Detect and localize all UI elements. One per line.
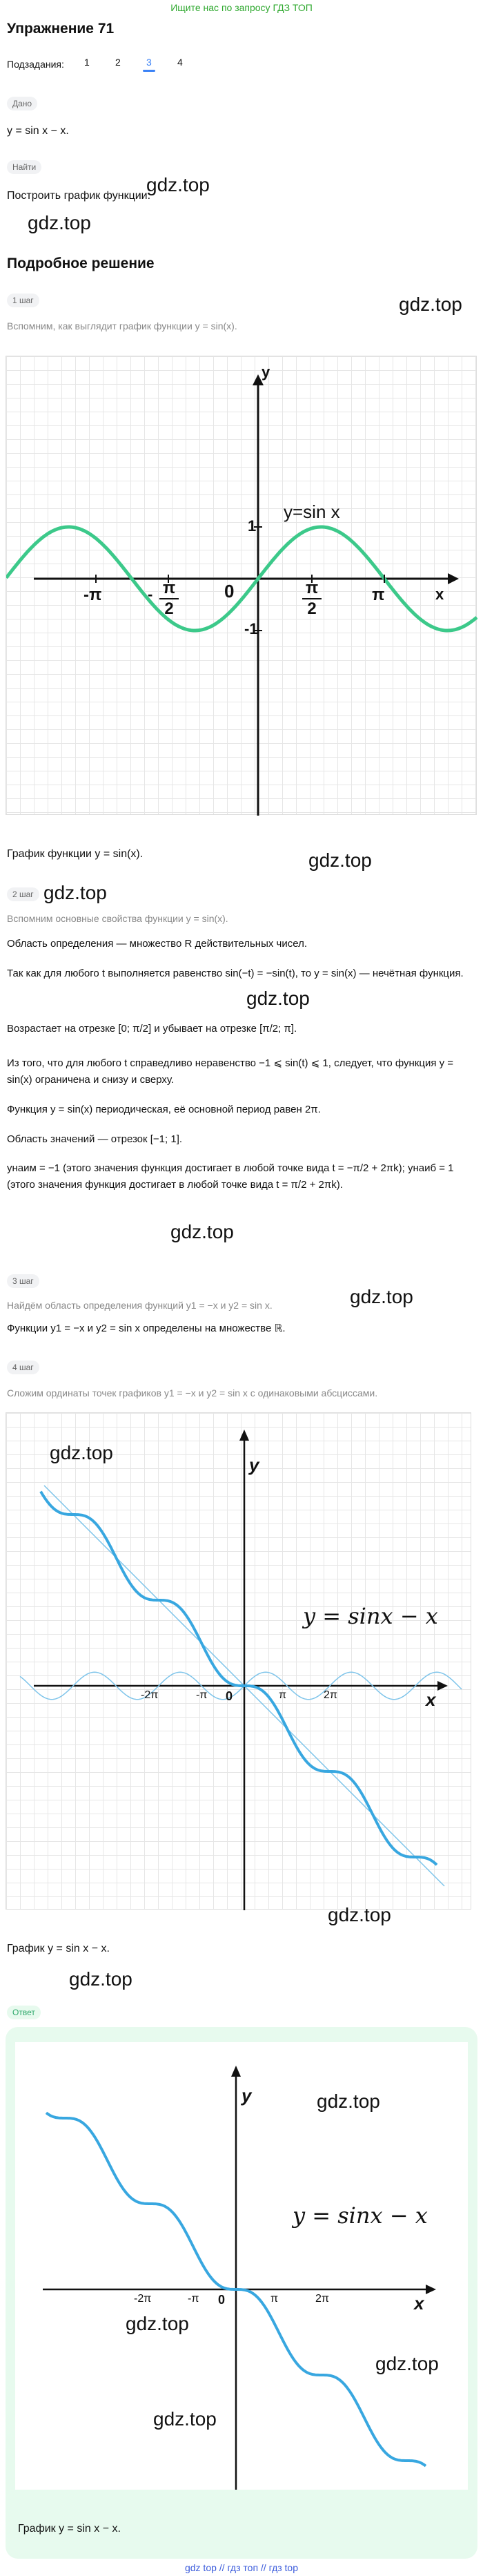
footer-links[interactable]: gdz top // гдз топ // гдз top — [184, 2562, 299, 2573]
tick-zero: 0 — [226, 1689, 233, 1703]
watermark: gdz.top — [170, 1221, 234, 1242]
answer-panel — [6, 2027, 477, 2559]
tick-neg-2pi: -2π — [141, 1689, 159, 1701]
step1-intro: Вспомним, как выглядит график функции y = sin(x). — [7, 320, 237, 331]
tick-half-den: 2 — [307, 599, 317, 618]
step4-intro: Сложим ординаты точек графиков y1 = −x и y2 = sin x с одинаковыми абсциссами. — [7, 1387, 378, 1398]
tick-neg-half-sign: - — [148, 586, 153, 603]
answer-tag: Ответ — [7, 2006, 41, 2019]
watermark: gdz.top — [399, 294, 462, 315]
step2-line: Область значений — отрезок [−1; 1]. — [7, 1133, 183, 1145]
sin-graph — [6, 356, 477, 815]
watermark: gdz.top — [317, 2090, 380, 2112]
axis-y-label: y — [241, 2085, 252, 2106]
given-tag: Дано — [7, 97, 37, 110]
step1-tag: 1 шаг — [7, 294, 39, 307]
sum-curve — [41, 1492, 437, 1865]
watermark: gdz.top — [375, 2353, 439, 2374]
subtask-2[interactable]: 2 — [115, 57, 121, 68]
tick-neg-pi: -π — [188, 2293, 199, 2305]
watermark: gdz.top — [69, 1968, 132, 1990]
subtasks-label: Подзадания: — [7, 59, 64, 70]
answer-graph — [15, 2042, 468, 2490]
top-banner[interactable]: Ищите нас по запросу ГДЗ ТОП — [170, 2, 313, 13]
step4-caption: График y = sin x − x. — [7, 1943, 110, 1954]
sin-graph-svg — [6, 356, 477, 816]
watermark: gdz.top — [126, 2313, 189, 2334]
answer-graph-svg — [15, 2042, 468, 2490]
tick-neg-2pi: -2π — [134, 2293, 152, 2305]
subtask-4[interactable]: 4 — [177, 57, 183, 68]
tick-neg-pi: -π — [196, 1689, 208, 1701]
step2-line: Так как для любого t выполняется равенство sin(−t) = −sin(t), то y = sin(x) — нечётная функция. — [7, 968, 464, 979]
tick-pi: π — [372, 586, 385, 604]
subtasks-nav — [7, 57, 204, 72]
step2-line: Возрастает на отрезке [0; π/2] и убывает на отрезке [π/2; π]. — [7, 1023, 297, 1035]
watermark: gdz.top — [28, 212, 91, 233]
given-text: y = sin x − x. — [7, 125, 69, 137]
axis-y-label: y — [249, 1454, 259, 1475]
axis-x-label: x — [426, 1689, 436, 1710]
graph-label: y = sinx − x — [303, 1603, 438, 1629]
tick-pi: π — [270, 2293, 279, 2305]
tick-2pi: 2π — [324, 1689, 337, 1701]
step4-tag: 4 шаг — [7, 1361, 39, 1374]
watermark: gdz.top — [43, 882, 107, 903]
tick-neg-pi: -π — [83, 586, 102, 604]
step2-intro: Вспомним основные свойства функции y = sin(x). — [7, 913, 228, 924]
watermark: gdz.top — [328, 1904, 391, 1925]
step1-caption: График функции y = sin(x). — [7, 848, 144, 860]
subtask-1[interactable]: 1 — [84, 57, 90, 68]
step2-line: yнаим = −1 (этого значения функция достигает в любой точке вида t = −π/2 + 2πk); yнаиб = 1 (этого значения функция достигает в любой точке вида t = π/2 + 2πk). — [7, 1162, 454, 1191]
tick-zero: 0 — [224, 581, 235, 602]
tick-neg-half-den: 2 — [164, 599, 174, 618]
step2-line: Из того, что для любого t справедливо неравенство −1 ⩽ sin(t) ⩽ 1, следует, что функция y = sin(x) ограничена и снизу и сверху. — [7, 1057, 454, 1086]
axis-y-label: y — [262, 363, 270, 381]
watermark: gdz.top — [146, 174, 210, 195]
step3-intro: Найдём область определения функций y1 = −x и y2 = sin x. — [7, 1300, 273, 1311]
graph-label: y = sinx − x — [293, 2202, 428, 2229]
step3-text: Функции y1 = −x и y2 = sin x определены на множестве ℝ. — [7, 1323, 286, 1334]
axis-x-label: x — [435, 586, 444, 603]
step2-line: Функция y = sin(x) периодическая, её основной период равен 2π. — [7, 1104, 321, 1115]
tick-neg-half-num: π — [159, 579, 179, 599]
step2-line: Область определения — множество R действительных чисел. — [7, 938, 307, 950]
step2-tag: 2 шаг — [7, 887, 39, 901]
find-text: Построить график функции. — [7, 190, 151, 202]
solution-title: Подробное решение — [7, 256, 155, 271]
subtask-3[interactable]: 3 — [141, 57, 157, 72]
tick-pi: π — [279, 1689, 287, 1701]
tick-neg-one: -1 — [244, 620, 258, 637]
answer-caption: График y = sin x − x. — [18, 2523, 121, 2535]
tick-one: 1 — [248, 517, 257, 535]
watermark: gdz.top — [50, 1442, 113, 1463]
graph-label: y=sin x — [284, 501, 340, 522]
tick-half-num: π — [302, 579, 322, 599]
watermark: gdz.top — [350, 1286, 413, 1307]
page-title: Упражнение 71 — [7, 21, 115, 37]
axis-x-label: x — [414, 2293, 424, 2314]
find-tag: Найти — [7, 160, 41, 174]
watermark: gdz.top — [246, 988, 310, 1009]
tick-zero: 0 — [218, 2293, 226, 2307]
watermark: gdz.top — [308, 849, 372, 871]
sum-graph — [6, 1412, 471, 1910]
watermark: gdz.top — [153, 2408, 217, 2430]
sum-graph-svg — [6, 1413, 472, 1910]
step3-tag: 3 шаг — [7, 1274, 39, 1288]
tick-2pi: 2π — [315, 2293, 329, 2305]
